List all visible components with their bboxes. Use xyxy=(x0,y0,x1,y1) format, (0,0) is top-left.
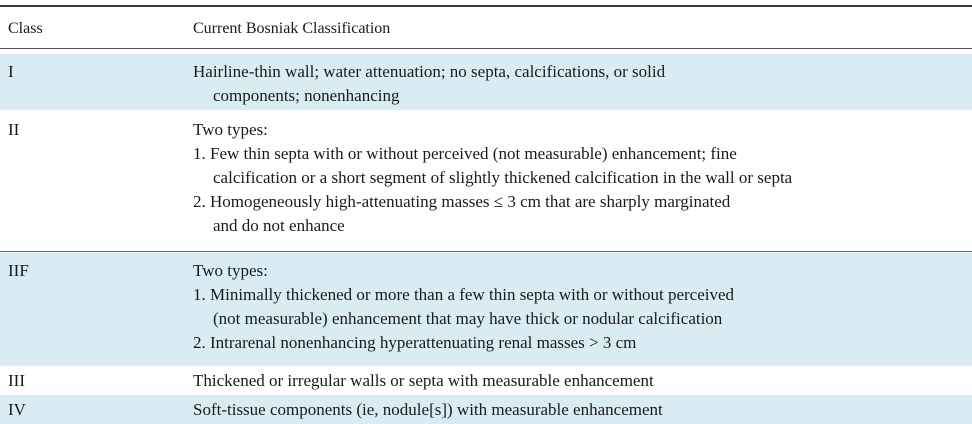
table-top-rule xyxy=(0,5,972,7)
header-rule xyxy=(0,48,972,49)
description-line: 1. Minimally thickened or more than a few thin septa with or without perceived xyxy=(193,285,735,304)
class-cell: IIF xyxy=(8,261,29,280)
table-row-class-iv xyxy=(0,395,972,424)
description-line: Two types: xyxy=(193,120,268,139)
description-line: Soft-tissue components (ie, nodule[s]) with measurable enhancement xyxy=(193,400,663,419)
class-cell: I xyxy=(8,62,14,81)
description-line: 2. Intrarenal nonenhancing hyperattenuating renal masses > 3 cm xyxy=(193,333,637,352)
description-line: calcification or a short segment of slightly thickened calcification in the wall or septa xyxy=(213,168,793,187)
description-line: Thickened or irregular walls or septa with measurable enhancement xyxy=(193,371,654,390)
class-cell: II xyxy=(8,120,20,139)
description-line: Hairline-thin wall; water attenuation; no septa, calcifications, or solid xyxy=(193,62,666,81)
class-cell: III xyxy=(8,371,25,390)
description-cell xyxy=(193,369,969,393)
description-line: (not measurable) enhancement that may have thick or nodular calcification xyxy=(213,309,723,328)
description-cell xyxy=(193,259,969,355)
description-line: and do not enhance xyxy=(213,216,345,235)
table-row-class-i xyxy=(0,54,972,110)
description-cell xyxy=(193,118,969,238)
description-line: Two types: xyxy=(193,261,268,280)
header-classification: Current Bosniak Classification xyxy=(193,20,391,37)
table-row-class-iif xyxy=(0,253,972,366)
header-class: Class xyxy=(8,20,43,37)
description-line: 2. Homogeneously high-attenuating masses ≤ 3 cm that are sharply marginated xyxy=(193,192,731,211)
description-line: 1. Few thin septa with or without perceived (not measurable) enhancement; fine xyxy=(193,144,737,163)
row-divider xyxy=(0,251,972,252)
description-cell xyxy=(193,398,969,422)
table-row-class-ii xyxy=(0,112,972,248)
description-line: components; nonenhancing xyxy=(213,86,400,105)
class-cell: IV xyxy=(8,400,26,419)
table-row-class-iii xyxy=(0,367,972,394)
description-cell xyxy=(193,60,969,108)
